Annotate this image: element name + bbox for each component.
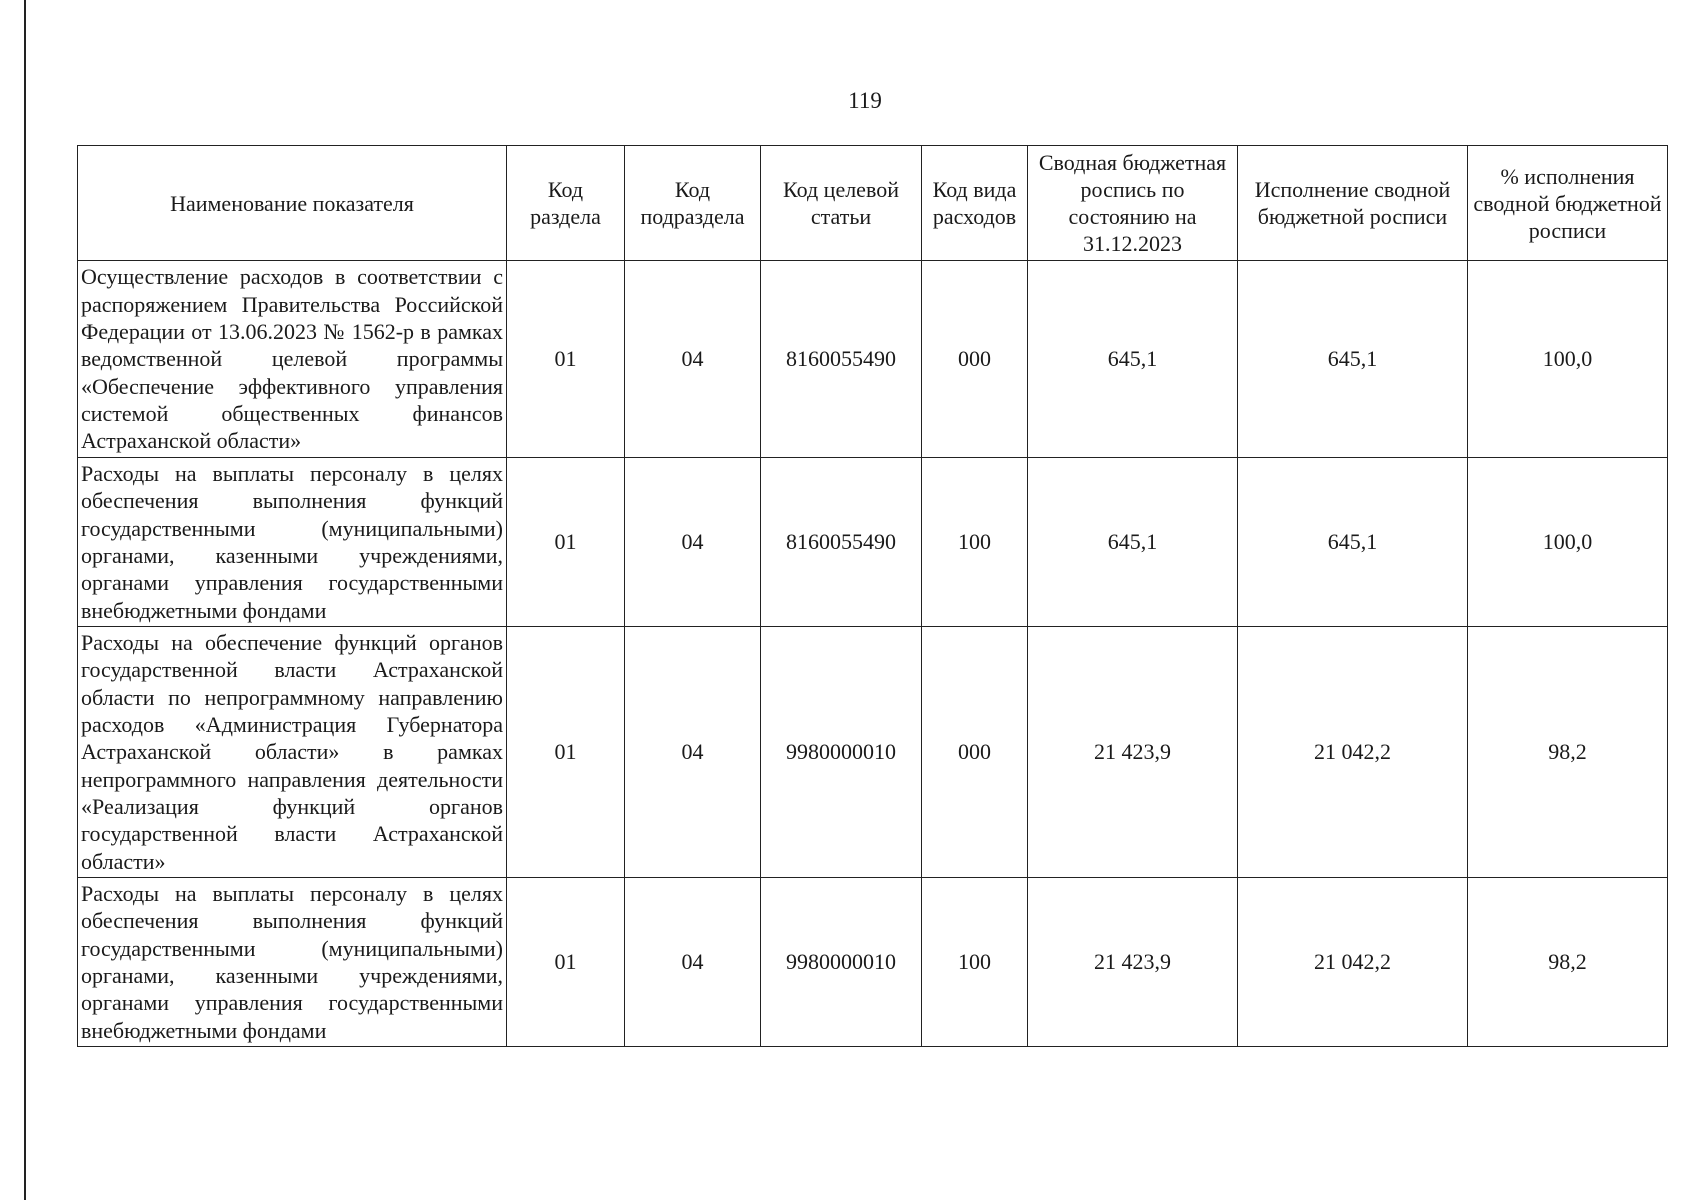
row-percent: 98,2 [1468,627,1668,878]
table-row [78,878,1668,1047]
row-percent: 100,0 [1468,261,1668,458]
row-percent: 98,2 [1468,878,1668,1047]
header-section-code: Код раздела [507,146,625,261]
row-expense-type: 100 [922,878,1028,1047]
row-percent: 100,0 [1468,458,1668,627]
row-section-code: 01 [507,627,625,878]
row-execution: 21 042,2 [1238,627,1468,878]
table-row [78,261,1668,458]
header-expense-type: Код вида расходов [922,146,1028,261]
header-indicator-name: Наименование показателя [78,146,507,261]
row-target-code: 8160055490 [761,458,922,627]
row-indicator-name: Осуществление расходов в соответствии с распоряжением Правительства Российской Федерации от 13.06.2023 № 1562-р в рамках ведомственной целевой программы «Обеспечение эффективного управления системой общественных финансов Астраханской области» [78,261,507,458]
row-expense-type: 000 [922,627,1028,878]
row-target-code: 8160055490 [761,261,922,458]
table-row [78,627,1668,878]
row-execution: 645,1 [1238,458,1468,627]
row-target-code: 9980000010 [761,627,922,878]
row-expense-type: 000 [922,261,1028,458]
header-row [78,146,1668,261]
header-target-code: Код целевой статьи [761,146,922,261]
row-expense-type: 100 [922,458,1028,627]
row-indicator-name: Расходы на обеспечение функций органов государственной власти Астраханской области по непрограммному направлению расходов «Администрация Губернатора Астраханской области» в рамках непрограммного направления деятельности «Реализация функций органов государственной власти Астраханской области» [78,627,507,878]
budget-execution-table [77,145,1668,1047]
page-number: 119 [848,88,882,113]
row-indicator-name: Расходы на выплаты персоналу в целях обеспечения выполнения функций государственными (муниципальными) органами, казенными учреждениями, органами управления государственными внебюджетными фондами [78,878,507,1047]
row-subsection-code: 04 [625,261,761,458]
row-budget: 21 423,9 [1028,878,1238,1047]
header-execution: Исполнение сводной бюджетной росписи [1238,146,1468,261]
row-budget: 21 423,9 [1028,627,1238,878]
row-section-code: 01 [507,878,625,1047]
scan-edge-line [24,0,26,1200]
row-indicator-name: Расходы на выплаты персоналу в целях обеспечения выполнения функций государственными (муниципальными) органами, казенными учреждениями, органами управления государственными внебюджетными фондами [78,458,507,627]
row-target-code: 9980000010 [761,878,922,1047]
row-subsection-code: 04 [625,878,761,1047]
header-percent: % исполнения сводной бюджетной росписи [1468,146,1668,261]
row-execution: 21 042,2 [1238,878,1468,1047]
row-section-code: 01 [507,261,625,458]
row-budget: 645,1 [1028,458,1238,627]
table-row [78,458,1668,627]
row-section-code: 01 [507,458,625,627]
row-budget: 645,1 [1028,261,1238,458]
row-execution: 645,1 [1238,261,1468,458]
row-subsection-code: 04 [625,458,761,627]
header-subsection-code: Код подраздела [625,146,761,261]
header-budget-list: Сводная бюджетная роспись по состоянию на 31.12.2023 [1028,146,1238,261]
row-subsection-code: 04 [625,627,761,878]
